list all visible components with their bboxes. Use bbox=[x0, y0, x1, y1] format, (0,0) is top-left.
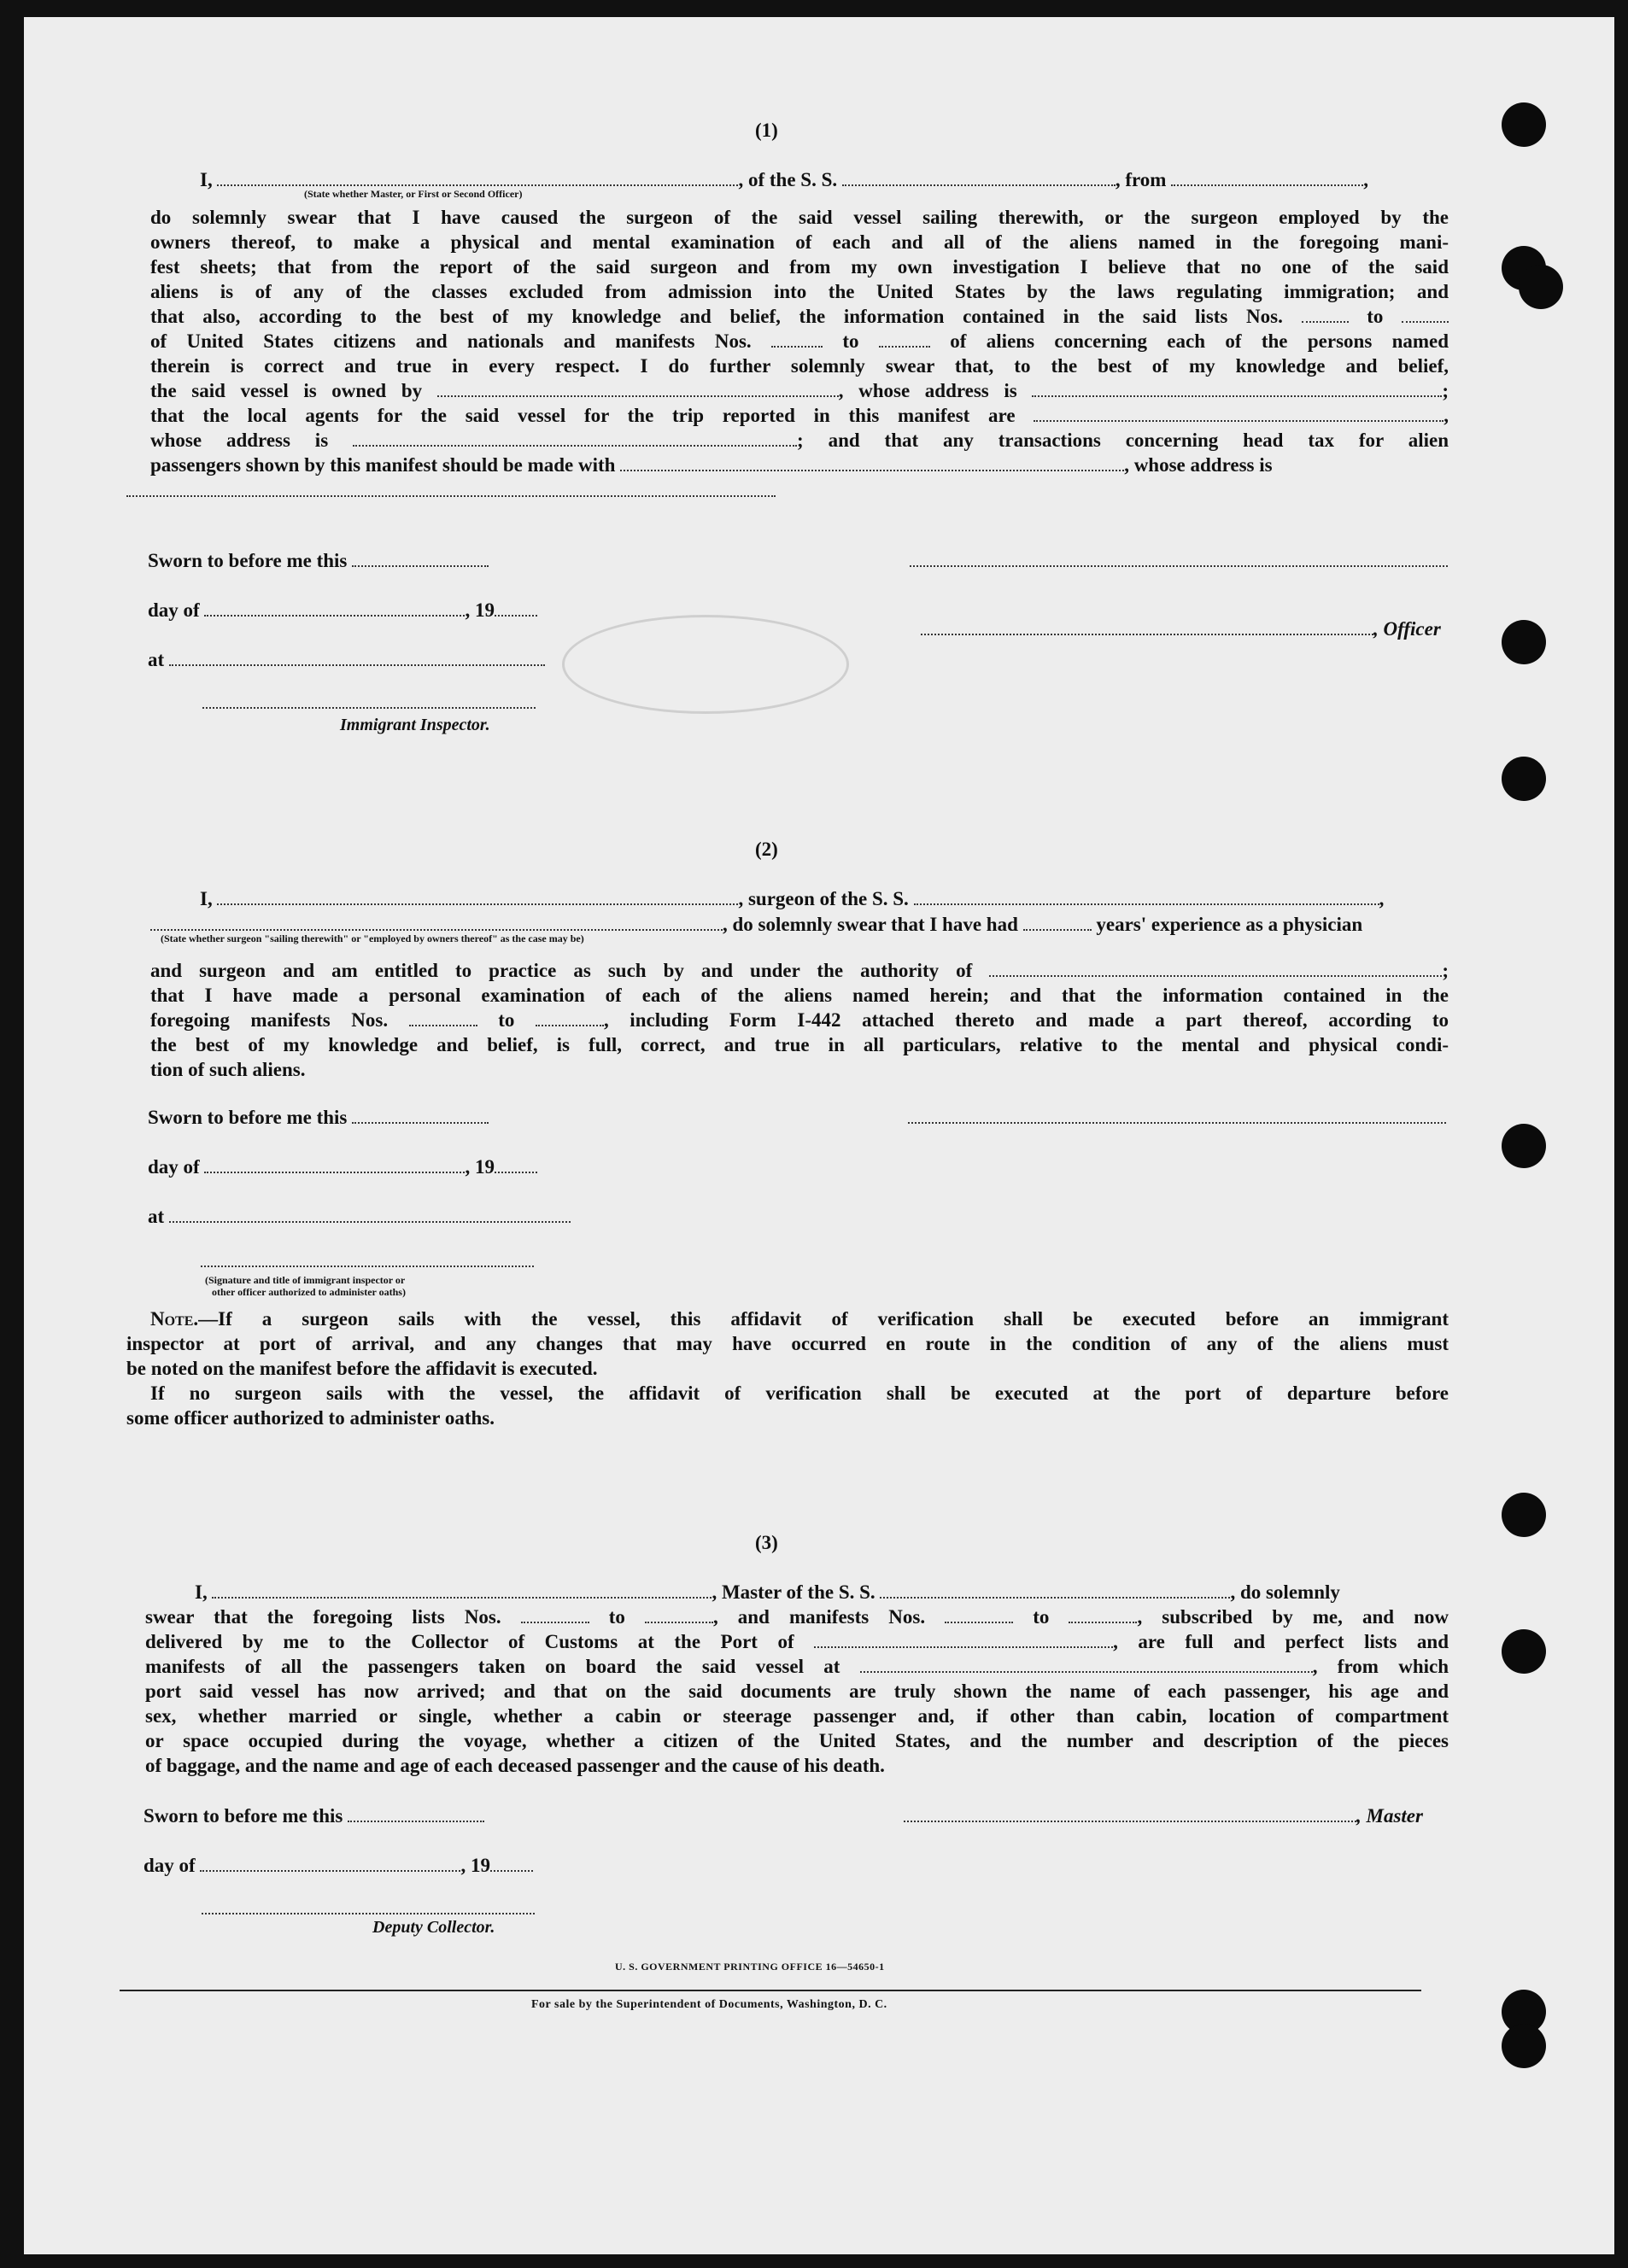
blank-officer-name bbox=[217, 169, 738, 186]
punch-hole bbox=[1502, 757, 1546, 801]
s1-sworn-block: Sworn to before me this day of , 19 at , Officer bbox=[148, 529, 1446, 751]
blank-port bbox=[814, 1631, 1113, 1648]
s2-caption-surgeon: (State whether surgeon "sailing therewith" or "employed by owners thereof" as the case may be) bbox=[161, 932, 584, 944]
s2-sworn-block: Sworn to before me this day of , 19 at bbox=[148, 1084, 1446, 1289]
blank-owner bbox=[437, 380, 839, 397]
section-3-number: (3) bbox=[755, 1532, 778, 1553]
punch-hole bbox=[1502, 620, 1546, 664]
punch-hole bbox=[1502, 2024, 1546, 2068]
oath-officer-signature-line bbox=[201, 1266, 534, 1267]
s3-sworn-block: Sworn to before me this , Master day of , 19 bbox=[143, 1793, 1450, 1921]
s2-paragraph: and surgeon and am entitled to practice as such by and under the authority of ; that I have made a personal examination of each of the aliens named herein; and that the information contained in the foregoing manifests Nos. to , including Form I-442 attached thereto and made a part thereof, according to the best of my knowledge and belief, is full, correct, and true in all particulars, relative to the mental and physical condi- tion of such aliens. bbox=[150, 960, 1449, 1080]
section-2-number: (2) bbox=[755, 839, 778, 860]
blank-owner-address bbox=[1032, 380, 1442, 397]
s1-paragraph: do solemnly swear that I have caused the surgeon of the said vessel sailing therewith, or the surgeon employed by the owners thereof, to make a physical and mental examination of each and all of the aliens named in the foregoing mani- fest sheets; that from the report of the said surgeon and from my own investigation I believe that no one of the said aliens is of any of the classes excluded from admission into the United States by the laws regulating immigration; and that also, according to the best of my knowledge and belief, the information contained in the said lists Nos. to of United States citizens and nationals and manifests Nos. to of aliens concerning each of the persons named therein is correct and true in every respect. I do further solemnly swear that, to the best of my knowledge and belief, the said vessel is owned by , whose address is ; that the local agents for the said vessel for the trip reported in this manifest are , whose address is ; and that any transactions concerning head tax for alien passengers shown by this manifest should be made with , whose address is bbox=[150, 207, 1449, 476]
surgeon-signature-line bbox=[908, 1122, 1446, 1124]
punch-hole bbox=[1502, 102, 1546, 147]
document-page: (1) I, , of the S. S. , from , (State whether Master, or First or Second Officer) do solemnly swear that I have caused the surgeon of the said vessel sailing therewith, or the surgeon employed by the owners thereof, to make a physical and mental examination of each and all of the aliens named in the foregoing mani- fest sheets; that from the report of the said surgeon and from my own investigation I believe that no one of the said aliens is of any of the classes excluded from admission into the United States by the laws regulating immigration; and that also, according to the best of my knowledge and belief, the information contained in the said lists Nos. to of United States citizens and nationals and manifests Nos. to of aliens concerning each of the persons named therein is correct and true in every respect. I do further solemnly swear that, to the best of my knowledge and belief, the said vessel is owned by , whose address is ; that the local agents for the said vessel for the trip reported in this manifest are , whose address is ; and that any transactions concerning head tax for alien passengers shown by this manifest should be made with , whose address is Sworn to before me this day of , 19 at , Officer Immigrant Inspector. (2) I, , surgeon of the S. S. , , do solemnly swear that I have had years' experience as a physician (State whether surgeon "sailing therewith" or "employed by owners thereof" as the case may be) and surgeon and am entitled to practice as such by and under the authority of ; that I have made a personal examination of each of the aliens named herein; and that the information contained in the foregoing manifests Nos. to , including Form I-442 attached thereto and made a part thereof, according to the best of my knowledge and belief, is full, correct, and true in all particulars, relative to the mental and physical condi- tion of such aliens. Sworn to before me this day of , 19 at (Signature and title of immigrant inspector or other officer authorized to administer oaths) Note.—If a surgeon sails with the vessel, this affidavit of verification shall be executed before an immigrant inspector at port of arrival, and any changes that may have occurred en route in the condition of any of the aliens must be noted on the manifest before the affidavit is executed. If no surgeon sails with the vessel, the affidavit of verification shall be executed at the port of departure before some officer authorized to administer oaths. (3) I, , Master of the S. S. , do solemnly swear that the foregoing lists Nos. to , and manifests Nos. to , subscribed by me, and now delivered by me to the Collector of Customs at the Port of , are full and perfect lists and manifests of all the passengers taken on board the said vessel at , from which port said vessel has now arrived; and that on the said documents are truly shown the name of each passenger, his age and sex, whether married or single, whether a cabin or steerage passenger and, if other than cabin, location of compartment or space occupied during the voyage, whether a citizen of the United States, and the number and description of the pieces of baggage, and the name and age of each deceased passenger and the cause of his death. Sworn to before me this , Master day of , 19 Deputy Collector. U. S. GOVERNMENT PRINTING OFFICE 16—54650-1 For sale by the Superintendent of Documents, Washington, D. C. bbox=[24, 17, 1614, 2254]
immigrant-inspector-label: Immigrant Inspector. bbox=[340, 716, 490, 734]
sale-notice: For sale by the Superintendent of Documents, Washington, D. C. bbox=[531, 1998, 887, 2011]
blank-vessel bbox=[842, 169, 1116, 186]
blank-agents-address bbox=[353, 430, 797, 447]
s1-caption-officer: (State whether Master, or First or Second Officer) bbox=[304, 188, 523, 200]
s1-line-1: I, , of the S. S. , from , bbox=[200, 169, 1368, 190]
blank-head-tax-address bbox=[126, 495, 776, 497]
blank-authority bbox=[989, 960, 1442, 977]
s3-paragraph: swear that the foregoing lists Nos. to , and manifests Nos. to , subscribed by me, and now delivered by me to the Collector of Customs at the Port of , are full and perfect lists and manifests of all the passengers taken on board the said vessel at , from which port said vessel has now arrived; and that on the said documents are truly shown the name of each passenger, his age and sex, whether married or single, whether a cabin or steerage passenger and, if other than cabin, location of compartment or space occupied during the voyage, whether a citizen of the United States, and the number and description of the pieces of baggage, and the name and age of each deceased passenger and the cause of his death. bbox=[145, 1606, 1449, 1776]
s2-signature-caption: (Signature and title of immigrant inspector or other officer authorized to administer oaths) bbox=[205, 1274, 406, 1298]
inspector-signature-line bbox=[202, 707, 536, 709]
master-signature-line bbox=[904, 1805, 1356, 1822]
deputy-signature-line bbox=[202, 1913, 535, 1914]
blank-master-name bbox=[212, 1581, 712, 1599]
blank-agents bbox=[1034, 405, 1444, 422]
blank-taken-on-board bbox=[860, 1656, 1313, 1673]
footer-rule bbox=[120, 1990, 1421, 1991]
punch-hole bbox=[1502, 1493, 1546, 1537]
blank-from bbox=[1171, 169, 1363, 186]
section-1-number: (1) bbox=[755, 120, 778, 141]
blank-surgeon-name bbox=[217, 888, 738, 905]
blank-surgeon-vessel bbox=[914, 888, 1379, 905]
blank-head-tax bbox=[620, 454, 1124, 471]
punch-hole bbox=[1519, 265, 1563, 309]
blank-years bbox=[1023, 914, 1092, 931]
officer-name-line bbox=[921, 618, 1373, 635]
punch-hole bbox=[1502, 1124, 1546, 1168]
officer-signature-line bbox=[910, 565, 1448, 567]
deputy-collector-label: Deputy Collector. bbox=[372, 1918, 495, 1937]
punch-hole bbox=[1502, 1629, 1546, 1674]
s2-note: Note.—If a surgeon sails with the vessel, this affidavit of verification shall be executed before an immigrant inspector at port of arrival, and any changes that may have occurred en route in the condition of any of the aliens must be noted on the manifest before the affidavit is executed. If no surgeon sails with the vessel, the affidavit of verification shall be executed at the port of departure before some officer authorized to administer oaths. bbox=[126, 1308, 1449, 1429]
blank-master-vessel bbox=[880, 1581, 1230, 1599]
gpo-imprint: U. S. GOVERNMENT PRINTING OFFICE 16—54650-1 bbox=[615, 1961, 885, 1973]
